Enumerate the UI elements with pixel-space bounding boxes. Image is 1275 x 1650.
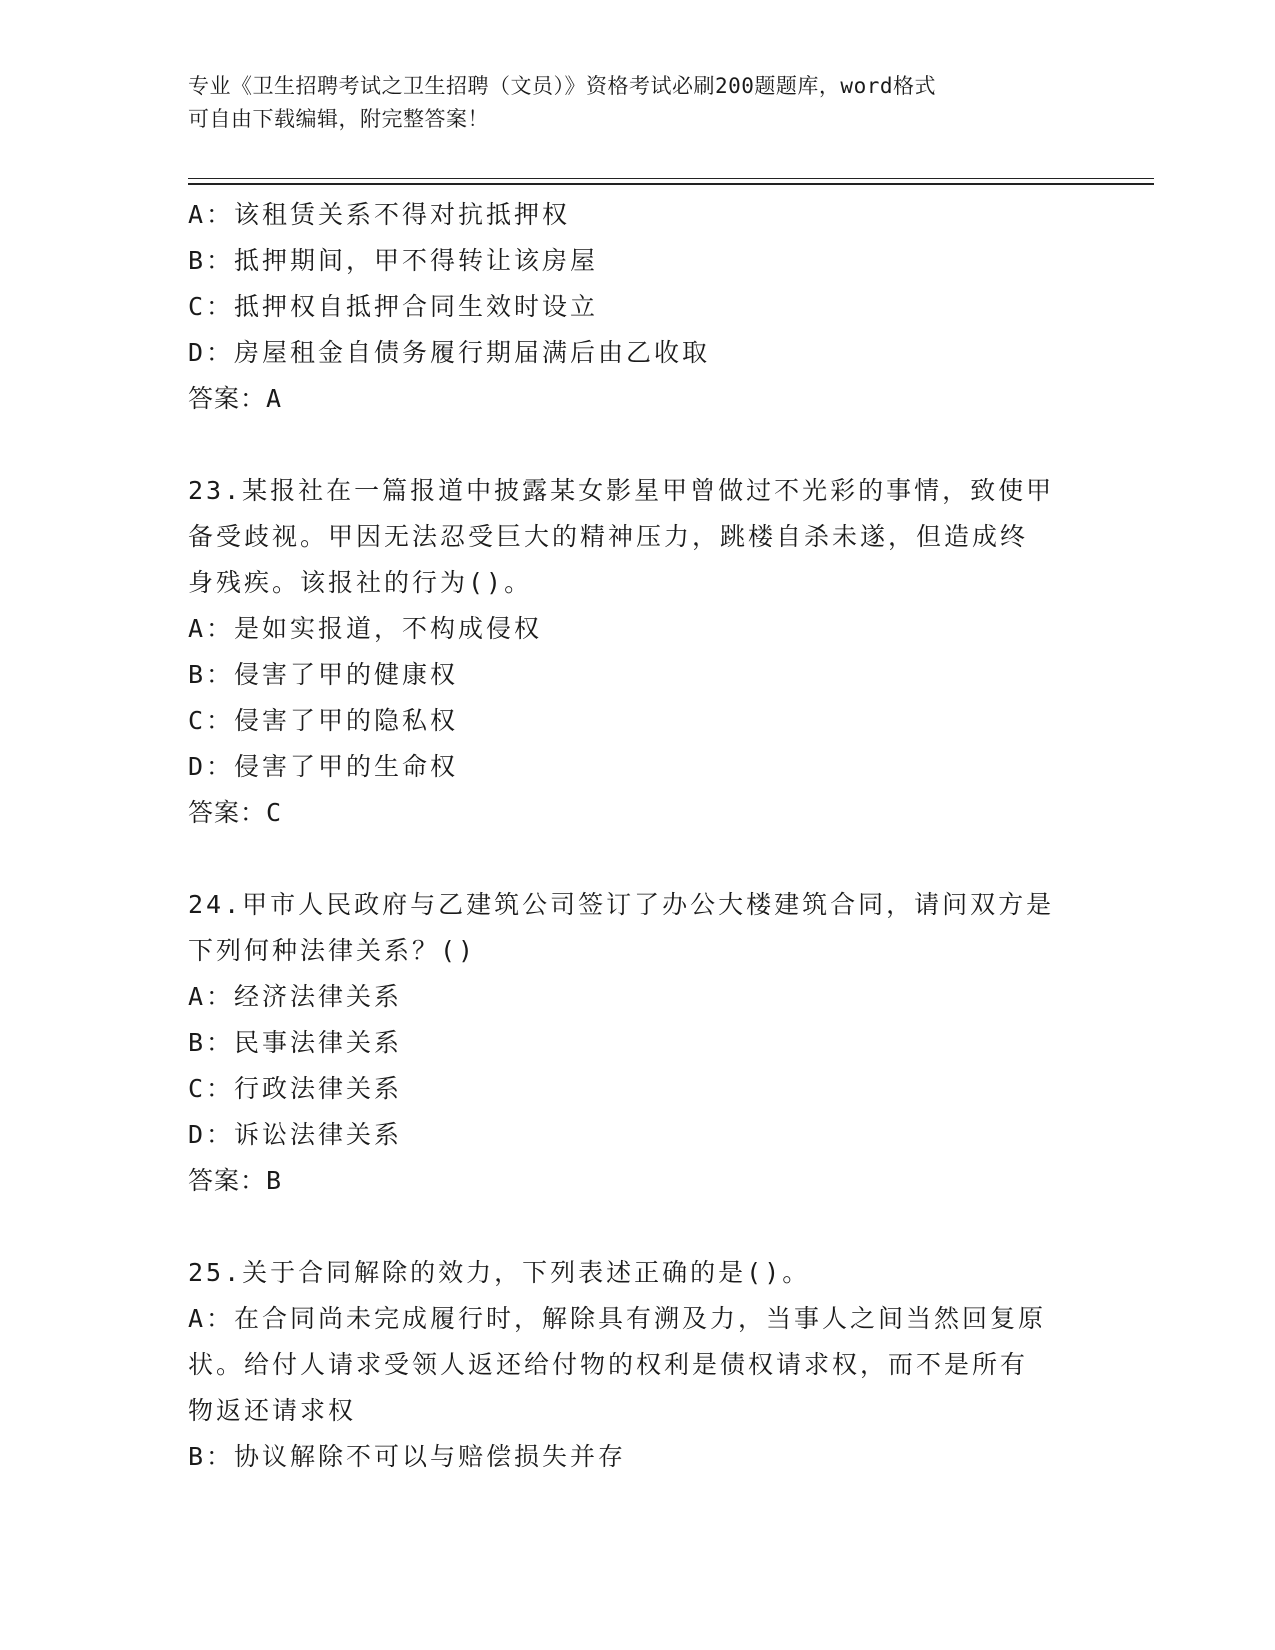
option-c: C：抵押权自抵押合同生效时设立	[188, 292, 599, 321]
option-a: A：是如实报道，不构成侵权	[188, 614, 543, 643]
question-stem-line: 备受歧视。甲因无法忍受巨大的精神压力，跳楼自杀未遂，但造成终	[188, 522, 1029, 551]
header-divider-thin	[188, 178, 1154, 179]
option-b: B：侵害了甲的健康权	[188, 660, 459, 689]
answer: 答案：C	[188, 798, 283, 827]
answer: 答案：A	[188, 384, 283, 413]
answer: 答案：B	[188, 1166, 283, 1195]
header-line-2: 可自由下载编辑，附完整答案！	[188, 107, 489, 131]
option-d: D：房屋租金自债务履行期届满后由乙收取	[188, 338, 711, 367]
question-stem-line: 24.甲市人民政府与乙建筑公司签订了办公大楼建筑合同，请问双方是	[188, 890, 1055, 919]
option-c: C：行政法律关系	[188, 1074, 403, 1103]
document-header	[188, 70, 1068, 136]
question-25	[188, 1250, 1088, 1480]
question-22-continued	[188, 192, 1088, 422]
option-a-continued: 状。给付人请求受领人返还给付物的权利是债权请求权，而不是所有	[188, 1350, 1029, 1379]
question-stem-line: 25.关于合同解除的效力，下列表述正确的是()。	[188, 1258, 811, 1287]
option-a: A：该租赁关系不得对抗抵押权	[188, 200, 571, 229]
question-23	[188, 468, 1088, 836]
question-stem-line: 下列何种法律关系？()	[188, 936, 477, 965]
question-stem-line: 身残疾。该报社的行为()。	[188, 568, 533, 597]
header-divider-thick	[188, 183, 1154, 185]
option-a: A：经济法律关系	[188, 982, 403, 1011]
document-body	[188, 192, 1088, 1480]
option-c: C：侵害了甲的隐私权	[188, 706, 459, 735]
header-line-1: 专业《卫生招聘考试之卫生招聘（文员）》资格考试必刷200题题库，word格式	[188, 74, 936, 98]
option-d: D：诉讼法律关系	[188, 1120, 403, 1149]
option-b: B：抵押期间，甲不得转让该房屋	[188, 246, 599, 275]
option-b: B：民事法律关系	[188, 1028, 403, 1057]
option-a-continued: 物返还请求权	[188, 1396, 357, 1425]
option-d: D：侵害了甲的生命权	[188, 752, 459, 781]
question-24	[188, 882, 1088, 1204]
option-a: A：在合同尚未完成履行时，解除具有溯及力，当事人之间当然回复原	[188, 1304, 1047, 1333]
option-b: B：协议解除不可以与赔偿损失并存	[188, 1442, 627, 1471]
question-stem-line: 23.某报社在一篇报道中披露某女影星甲曾做过不光彩的事情，致使甲	[188, 476, 1055, 505]
